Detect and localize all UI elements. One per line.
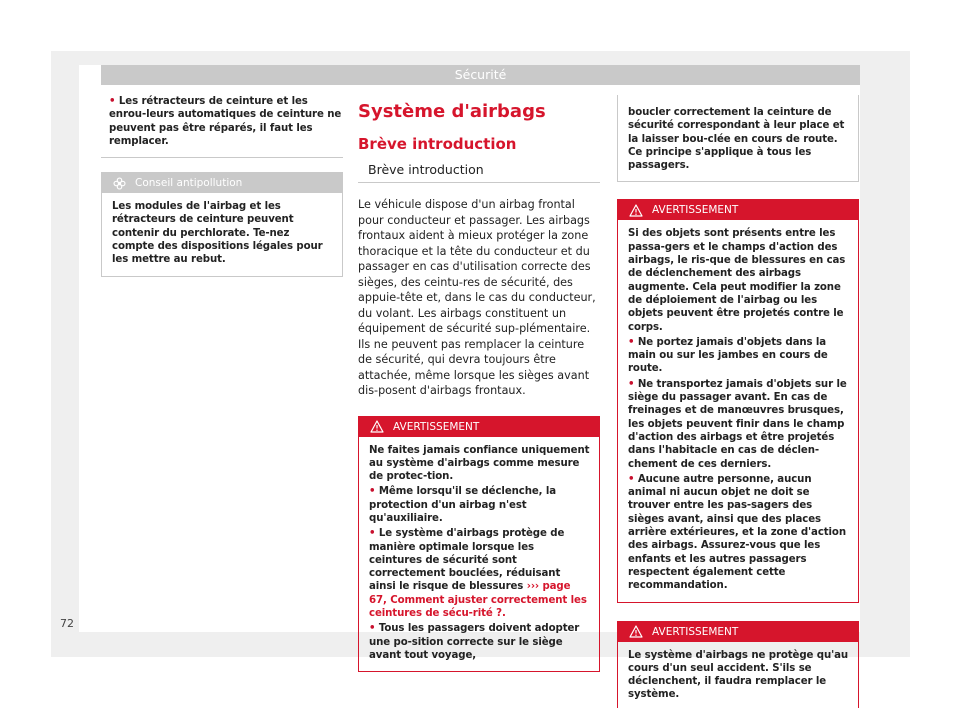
warning-header xyxy=(359,417,599,437)
continuation-text: boucler correctement la ceinture de sécurité correspondant à leur place et la laisser bou-clée en cours de route. Ce principe s'applique à tous les passagers. xyxy=(628,107,845,172)
bullet-text: Tous les passagers doivent adopter une po-sition correcte sur le siège avant tout voyage, xyxy=(369,623,580,661)
warning-title: AVERTISSEMENT xyxy=(393,420,480,433)
page-subtitle: Brève introduction xyxy=(358,135,517,153)
flower-icon xyxy=(111,176,127,190)
list-item xyxy=(628,336,849,376)
eco-tip-text: Les modules de l'airbag et les rétracteurs de ceinture peuvent contenir du perchlorate. Te-nez compte des dispositions légales pour les mettre au rebut. xyxy=(112,201,323,266)
warning-box xyxy=(617,199,859,602)
list-item xyxy=(628,378,849,471)
section-heading-text: Brève introduction xyxy=(368,162,484,177)
bullet-text: Aucune autre personne, aucun animal ni aucun objet ne doit se trouver entre les pas-sagers des sièges avant, ainsi que des places arrière extérieures, et la zone d'action des airbags. Assurez-vous que les enfants et les autres passagers respectent également cette recommandation. xyxy=(628,473,846,592)
warning-intro: Si des objets sont présents entre les passa-gers et le champs d'action des airbags, le ris-que de blessures en cas de déclenchement des airbags augmente. Cela peut modifier la zone de déploiement de l'airbag ou les objets peuvent être projetés contre le corps. xyxy=(628,228,846,333)
eco-tip-header xyxy=(102,173,342,193)
warning-text: Le système d'airbags ne protège qu'au cours d'un seul accident. S'ils se déclenchent, il faudra remplacer le système. xyxy=(628,649,849,701)
left-column xyxy=(101,95,343,277)
warning-box xyxy=(358,416,600,673)
warning-body xyxy=(359,437,599,672)
middle-column xyxy=(358,101,600,672)
bullet-icon: • xyxy=(628,473,635,485)
warning-title: AVERTISSEMENT xyxy=(652,625,739,638)
list-item xyxy=(109,95,343,148)
bullet-icon: • xyxy=(628,336,635,348)
warning-title: AVERTISSEMENT xyxy=(652,204,739,217)
bullet-icon: • xyxy=(628,378,635,390)
divider xyxy=(101,157,343,158)
list-item xyxy=(369,527,590,620)
bullet-text: Le système d'airbags protège de manière optimale lorsque les ceintures de sécurité sont correctement bouclées, réduisant ainsi le risque de blessures xyxy=(369,528,565,593)
eco-tip-title: Conseil antipollution xyxy=(135,177,243,190)
warning-triangle-icon xyxy=(369,420,385,434)
warning-triangle-icon xyxy=(628,203,644,217)
bullet-icon: • xyxy=(369,528,376,540)
bullet-icon: • xyxy=(369,623,376,635)
page-reference-link[interactable]: ››› page 67, Comment ajuster correctement les ceintures de sécu-rité ?. xyxy=(369,581,587,620)
eco-tip-box xyxy=(101,172,343,276)
bullet-text: Ne transportez jamais d'objets sur le siège du passager avant. En cas de freinages et de manœuvres brusques, les objets peuvent finir dans le champ d'action des airbags et être projetés dans l'habitacle en cas de déclen-chement de ces derniers. xyxy=(628,378,847,470)
warning-intro: Ne faites jamais confiance uniquement au système d'airbags comme mesure de protec-tion. xyxy=(369,444,590,483)
bullet-icon: • xyxy=(109,96,116,107)
bullet-icon: • xyxy=(369,486,376,498)
bullet-text: Même lorsqu'il se déclenche, la protection d'un airbag n'est qu'auxiliaire. xyxy=(369,486,557,524)
list-item xyxy=(369,485,590,525)
section-heading xyxy=(358,161,600,183)
bullet-text: Les rétracteurs de ceinture et les enrou-leurs automatiques de ceinture ne peuvent pas être réparés, il faut les remplacer. xyxy=(109,96,342,147)
page-number: 72 xyxy=(60,617,74,630)
warning-body xyxy=(618,220,858,601)
section-header xyxy=(101,65,860,85)
list-item xyxy=(628,473,849,593)
page-title: Système d'airbags xyxy=(358,101,546,122)
warning-box xyxy=(617,621,859,708)
right-column xyxy=(617,95,859,708)
list-item xyxy=(369,622,590,662)
bullet-text: Ne portez jamais d'objets dans la main ou sur les jambes en cours de route. xyxy=(628,336,828,375)
continuation-box xyxy=(617,95,859,182)
intro-paragraph: Le véhicule dispose d'un airbag frontal pour conducteur et passager. Les airbags frontaux aident à mieux protéger la zone thoracique et la tête du conducteur et du passager en cas d'utilisation correcte des sièges, des ceintu-res de sécurité, des appuie-tête et, dans le cas du conducteur, du volant. Les airbags constituent un équipement de sécurité sup-plémentaire. Ils ne peuvent pas remplacer la ceinture de sécurité, qui devra toujours être attachée, même lorsque les sièges avant dis-posent d'airbags frontaux. xyxy=(358,198,596,397)
warning-header xyxy=(618,622,858,642)
warning-header xyxy=(618,200,858,220)
section-header-title: Sécurité xyxy=(454,67,507,82)
warning-triangle-icon xyxy=(628,625,644,639)
